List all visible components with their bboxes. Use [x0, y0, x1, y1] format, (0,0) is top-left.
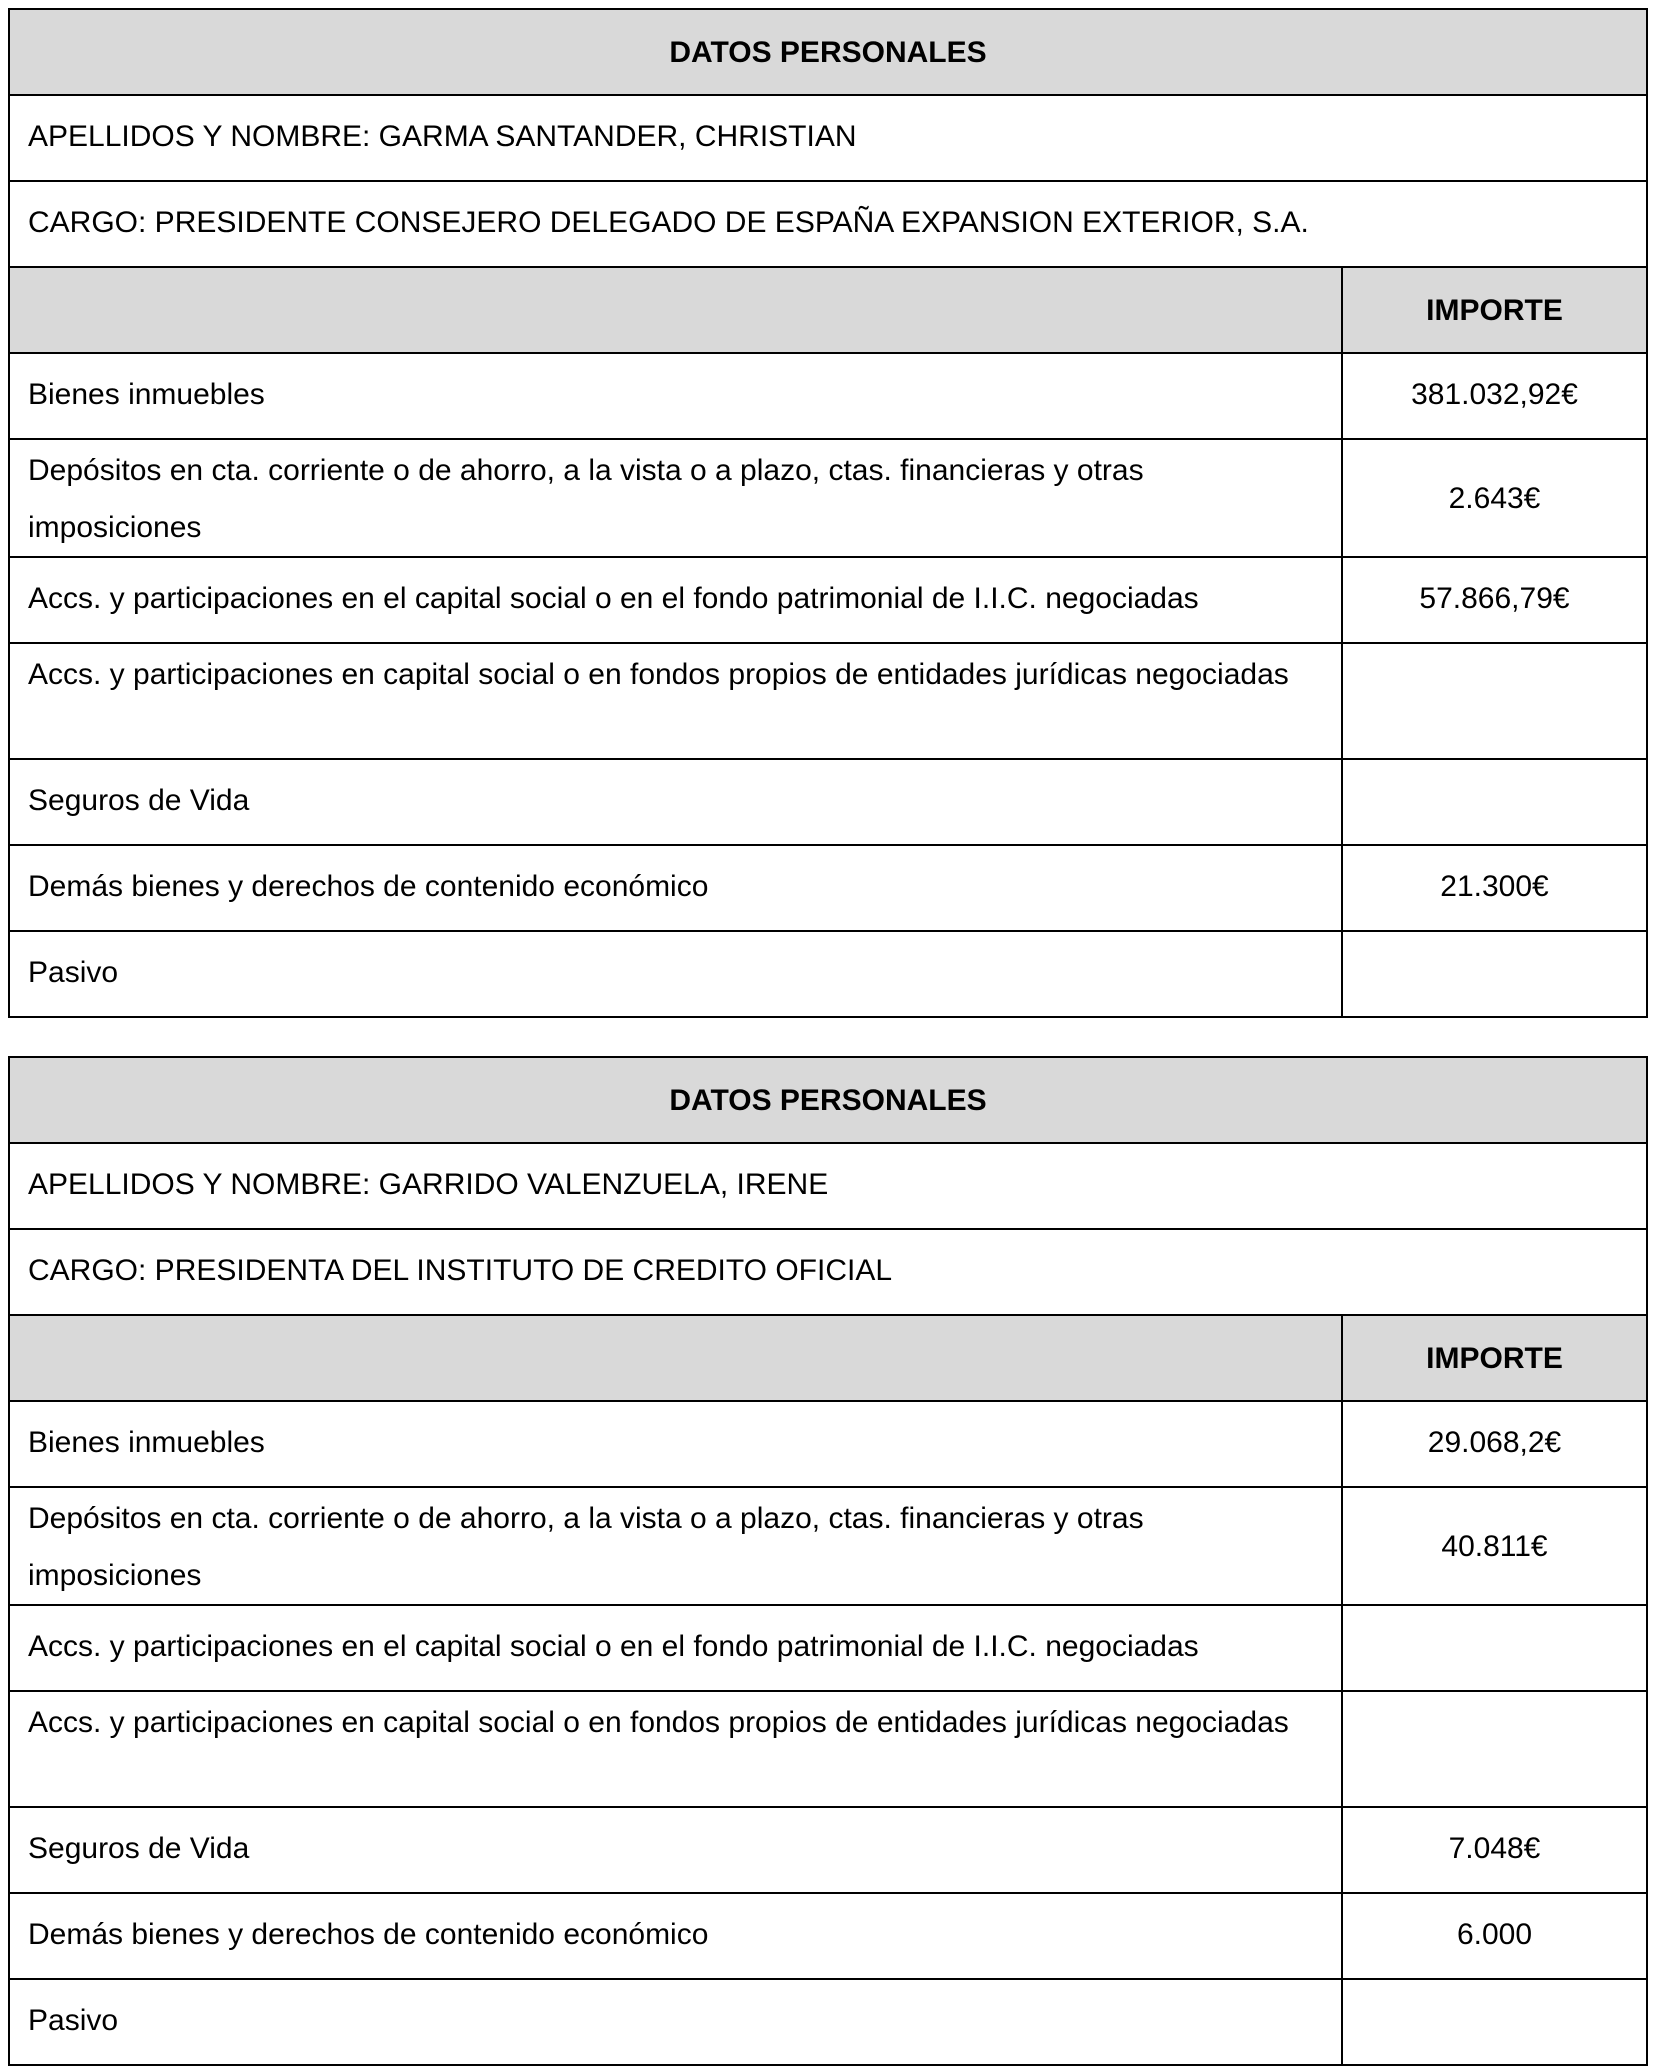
table-row	[9, 1401, 1647, 1487]
column-header-blank	[9, 267, 1342, 353]
row-amount	[1342, 931, 1647, 1017]
name-line: APELLIDOS Y NOMBRE: GARMA SANTANDER, CHRISTIAN	[9, 95, 1647, 181]
row-label: Accs. y participaciones en capital social o en fondos propios de entidades jurídicas negociadas	[9, 1691, 1342, 1807]
table-row	[9, 1691, 1647, 1807]
row-label: Bienes inmuebles	[9, 353, 1342, 439]
row-amount	[1342, 1979, 1647, 2065]
table-row	[9, 353, 1647, 439]
table-row	[9, 1979, 1647, 2065]
row-amount: 6.000	[1342, 1893, 1647, 1979]
row-amount: 57.866,79€	[1342, 557, 1647, 643]
row-label: Pasivo	[9, 931, 1342, 1017]
section-header: DATOS PERSONALES	[9, 1057, 1647, 1143]
amount-column-header: IMPORTE	[1342, 267, 1647, 353]
row-amount: 29.068,2€	[1342, 1401, 1647, 1487]
table-row	[9, 845, 1647, 931]
row-label: Seguros de Vida	[9, 759, 1342, 845]
section-header: DATOS PERSONALES	[9, 9, 1647, 95]
amount-column-header: IMPORTE	[1342, 1315, 1647, 1401]
row-label: Accs. y participaciones en capital social o en fondos propios de entidades jurídicas negociadas	[9, 643, 1342, 759]
table-row	[9, 1487, 1647, 1605]
row-label: Demás bienes y derechos de contenido económico	[9, 845, 1342, 931]
table-row	[9, 557, 1647, 643]
table-row	[9, 643, 1647, 759]
table-row	[9, 931, 1647, 1017]
row-amount: 381.032,92€	[1342, 353, 1647, 439]
row-label: Bienes inmuebles	[9, 1401, 1342, 1487]
row-label: Accs. y participaciones en el capital social o en el fondo patrimonial de I.I.C. negociadas	[9, 1605, 1342, 1691]
row-amount: 2.643€	[1342, 439, 1647, 557]
row-amount: 7.048€	[1342, 1807, 1647, 1893]
row-label: Accs. y participaciones en el capital social o en el fondo patrimonial de I.I.C. negociadas	[9, 557, 1342, 643]
row-amount	[1342, 1605, 1647, 1691]
asset-declaration-table	[8, 8, 1648, 1018]
table-row	[9, 1605, 1647, 1691]
table-row	[9, 759, 1647, 845]
row-label: Seguros de Vida	[9, 1807, 1342, 1893]
row-label: Demás bienes y derechos de contenido económico	[9, 1893, 1342, 1979]
row-amount	[1342, 1691, 1647, 1807]
column-header-blank	[9, 1315, 1342, 1401]
row-amount	[1342, 643, 1647, 759]
row-amount	[1342, 759, 1647, 845]
row-label: Depósitos en cta. corriente o de ahorro, a la vista o a plazo, ctas. financieras y otras imposiciones	[9, 439, 1342, 557]
row-amount: 40.811€	[1342, 1487, 1647, 1605]
table-row	[9, 439, 1647, 557]
asset-declaration-table	[8, 1056, 1648, 2066]
name-line: APELLIDOS Y NOMBRE: GARRIDO VALENZUELA, IRENE	[9, 1143, 1647, 1229]
cargo-line: CARGO: PRESIDENTE CONSEJERO DELEGADO DE ESPAÑA EXPANSION EXTERIOR, S.A.	[9, 181, 1647, 267]
row-label: Depósitos en cta. corriente o de ahorro, a la vista o a plazo, ctas. financieras y otras imposiciones	[9, 1487, 1342, 1605]
row-label: Pasivo	[9, 1979, 1342, 2065]
cargo-line: CARGO: PRESIDENTA DEL INSTITUTO DE CREDITO OFICIAL	[9, 1229, 1647, 1315]
row-amount: 21.300€	[1342, 845, 1647, 931]
table-row	[9, 1807, 1647, 1893]
table-row	[9, 1893, 1647, 1979]
